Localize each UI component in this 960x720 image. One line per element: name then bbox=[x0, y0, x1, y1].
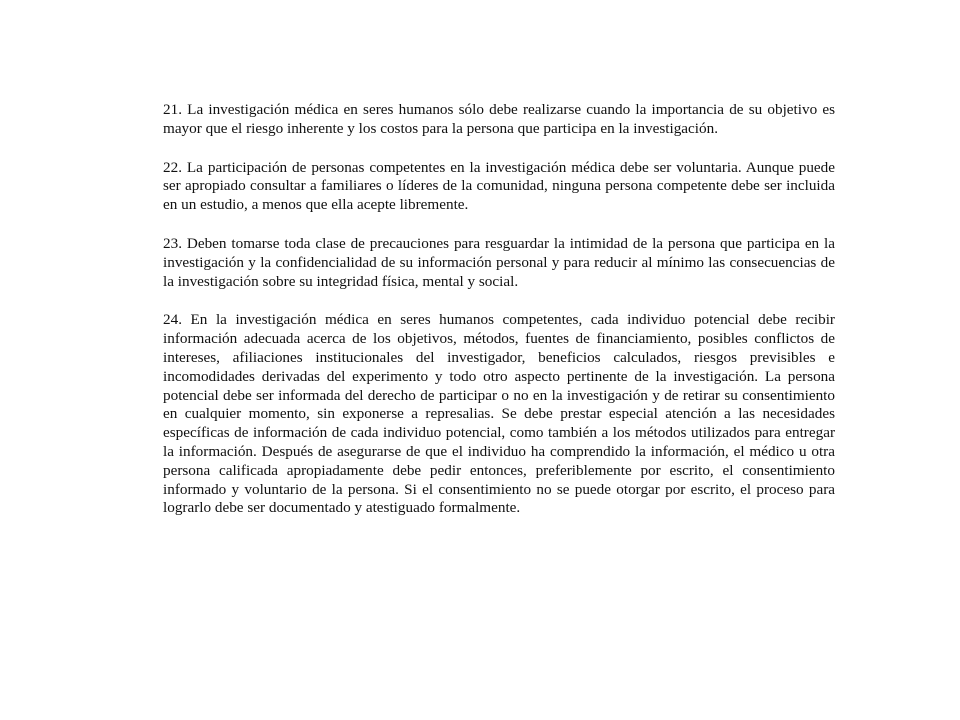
paragraph-22: 22. La participación de personas competentes en la investigación médica debe ser voluntaria. Aunque puede ser apropiado consultar a familiares o líderes de la comunidad, ninguna persona competente debe ser incluida en un estudio, a menos que ella acepte libremente. bbox=[163, 158, 835, 214]
paragraph-24: 24. En la investigación médica en seres humanos competentes, cada individuo potencial debe recibir información adecuada acerca de los objetivos, métodos, fuentes de financiamiento, posibles conflictos de intereses, afiliaciones institucionales del investigador, beneficios calculados, riesgos previsibles e incomodidades derivadas del experimento y todo otro aspecto pertinente de la investigación. La persona potencial debe ser informada del derecho de participar o no en la investigación y de retirar su consentimiento en cualquier momento, sin exponerse a represalias. Se debe prestar especial atención a las necesidades específicas de información de cada individuo potencial, como también a los métodos utilizados para entregar la información. Después de asegurarse de que el individuo ha comprendido la información, el médico u otra persona calificada apropiadamente debe pedir entonces, preferiblemente por escrito, el consentimiento informado y voluntario de la persona. Si el consentimiento no se puede otorgar por escrito, el proceso para lograrlo debe ser documentado y atestiguado formalmente. bbox=[163, 311, 835, 517]
paragraph-23: 23. Deben tomarse toda clase de precauciones para resguardar la intimidad de la persona que participa en la investigación y la confidencialidad de su información personal y para reducir al mínimo las consecuencias de la investigación sobre su integridad física, mental y social. bbox=[163, 234, 835, 290]
paragraph-21: 21. La investigación médica en seres humanos sólo debe realizarse cuando la importancia de su objetivo es mayor que el riesgo inherente y los costos para la persona que participa en la investigación. bbox=[163, 101, 835, 137]
document-body bbox=[163, 101, 835, 518]
